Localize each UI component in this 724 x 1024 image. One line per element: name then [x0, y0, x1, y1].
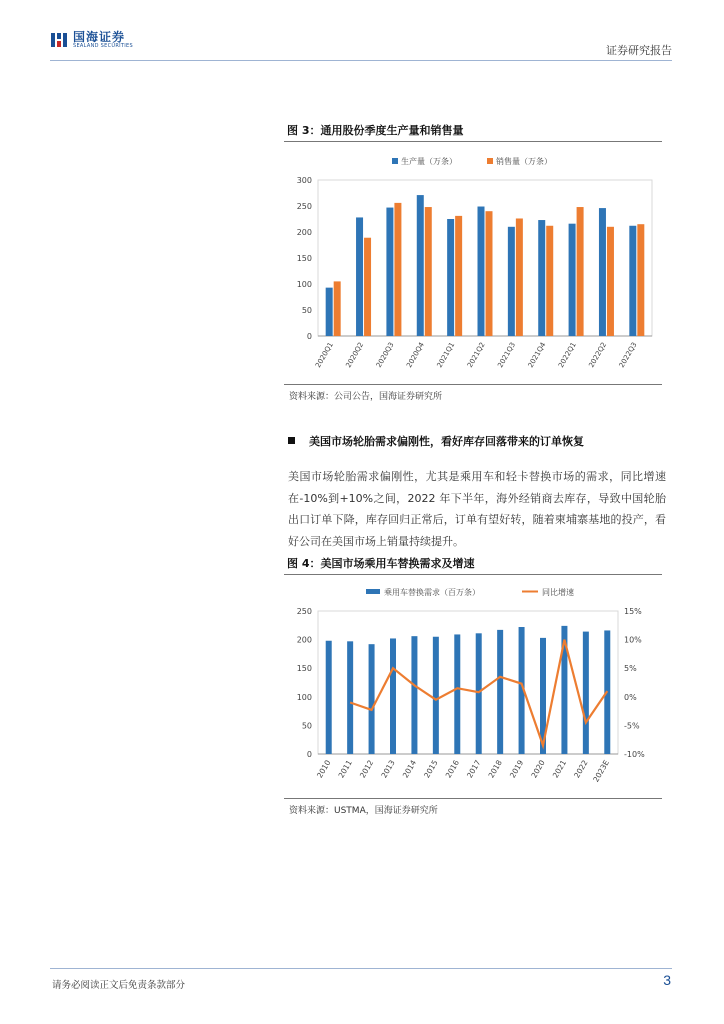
y-right-tick-label: 5%: [624, 664, 637, 674]
x-tick-label: 2021Q1: [435, 341, 457, 370]
header-divider: [50, 60, 672, 61]
bar: [476, 633, 482, 754]
y-left-tick-label: 50: [301, 721, 312, 731]
legend-swatch: [392, 158, 398, 164]
y-left-tick-label: 100: [296, 692, 312, 702]
y-left-tick-label: 200: [296, 635, 312, 645]
y-right-tick-label: 0%: [624, 692, 637, 702]
page-header: [0, 0, 724, 62]
figure-3-chart: [284, 145, 662, 383]
bar: [516, 218, 523, 336]
footer-disclaimer: 请务必阅读正文后免责条款部分: [52, 980, 186, 991]
x-tick-label: 2012: [357, 758, 376, 780]
plot-area: [318, 611, 618, 754]
bar: [364, 238, 371, 336]
legend-label: 生产量（万条）: [401, 157, 457, 166]
legend-label-bar: 乘用车替换需求（百万条）: [384, 588, 480, 597]
bar: [347, 641, 353, 754]
bar: [508, 227, 515, 336]
x-tick-label: 2023E: [591, 758, 612, 784]
x-tick-label: 2022Q2: [587, 341, 609, 370]
figure-4-bottom-rule: [284, 798, 662, 799]
bar: [583, 632, 589, 754]
logo-en-text: SEALAND SECURITIES: [73, 43, 133, 49]
bar: [411, 636, 417, 754]
y-tick-label: 300: [296, 176, 312, 185]
x-tick-label: 2021Q4: [526, 341, 548, 370]
legend-swatch-bar: [366, 589, 380, 594]
y-left-tick-label: 150: [296, 664, 312, 674]
bar: [425, 207, 432, 336]
bar: [538, 220, 545, 336]
report-type-label: 证券研究报告: [606, 44, 672, 57]
x-tick-label: 2017: [465, 758, 483, 780]
bar: [629, 226, 636, 336]
legend-label: 销售量（万条）: [496, 157, 552, 166]
bar: [356, 217, 363, 336]
bar: [390, 638, 396, 754]
bar: [334, 281, 341, 336]
bar: [394, 203, 401, 336]
bar: [447, 219, 454, 336]
bar: [386, 208, 393, 336]
bar: [607, 227, 614, 336]
bar: [486, 211, 493, 336]
figure-4-chart: [284, 578, 662, 796]
x-tick-label: 2020Q1: [314, 341, 335, 370]
bar: [637, 224, 644, 336]
x-tick-label: 2022: [572, 758, 590, 780]
x-tick-label: 2022Q3: [617, 341, 639, 370]
bar: [454, 634, 460, 754]
figure-3-bottom-rule: [284, 384, 662, 385]
body-paragraph: 美国市场轮胎需求偏刚性，尤其是乘用车和轻卡替换市场的需求，同比增速在-10%到+10%之间，2022 年下半年，海外经销商去库存，导致中国轮胎出口订单下降，库存回归正常后，订单有望好转，随着柬埔寨基地的投产，看好公司在美国市场上销量持续提升。: [288, 470, 666, 548]
x-tick-label: 2014: [400, 758, 419, 780]
legend-swatch: [487, 158, 493, 164]
bar: [455, 216, 462, 336]
bar: [546, 226, 553, 336]
y-right-tick-label: -10%: [624, 750, 645, 759]
bar: [478, 207, 485, 336]
x-tick-label: 2020: [529, 758, 547, 780]
x-tick-label: 2019: [507, 758, 526, 780]
figure-3-top-rule: [284, 141, 662, 142]
x-tick-label: 2016: [443, 758, 462, 780]
x-tick-label: 2015: [422, 758, 440, 780]
x-tick-label: 2020Q2: [344, 341, 366, 370]
figure-4-title: 图 4：美国市场乘用车替换需求及增速: [287, 557, 475, 570]
bar: [569, 224, 576, 336]
x-tick-label: 2022Q1: [557, 341, 578, 370]
x-tick-label: 2013: [379, 758, 397, 780]
bar: [369, 644, 375, 754]
y-left-tick-label: 250: [296, 607, 312, 616]
bar: [417, 195, 424, 336]
bar: [433, 637, 439, 754]
y-right-tick-label: -5%: [624, 721, 640, 731]
y-tick-label: 200: [296, 228, 312, 237]
x-tick-label: 2018: [486, 758, 504, 780]
x-tick-label: 2021: [550, 758, 569, 780]
logo-cn-text: 国海证券: [73, 30, 126, 44]
y-right-tick-label: 10%: [624, 635, 642, 645]
footer-divider: [50, 968, 672, 969]
bar: [497, 630, 503, 754]
y-tick-label: 150: [296, 254, 312, 263]
figure-3-title: 图 3：通用股份季度生产量和销售量: [287, 124, 464, 137]
x-tick-label: 2011: [336, 758, 354, 780]
section-heading-text: 美国市场轮胎需求偏刚性，看好库存回落带来的订单恢复: [309, 435, 584, 448]
y-tick-label: 50: [301, 306, 312, 315]
y-tick-label: 0: [306, 332, 312, 341]
bullet-square-icon: [288, 437, 295, 444]
company-logo: [50, 31, 133, 49]
section-heading: [288, 433, 584, 449]
x-tick-label: 2020Q4: [405, 341, 427, 370]
y-right-tick-label: 15%: [624, 607, 642, 616]
bar: [577, 207, 584, 336]
bar: [326, 288, 333, 336]
figure-4-source: 资料来源：USTMA，国海证券研究所: [289, 806, 438, 816]
logo-icon: [50, 31, 68, 49]
y-tick-label: 100: [296, 280, 312, 289]
page-number: 3: [663, 972, 671, 988]
bar: [326, 641, 332, 754]
y-tick-label: 250: [296, 202, 312, 211]
x-tick-label: 2010: [315, 758, 333, 780]
figure-3-source: 资料来源：公司公告，国海证券研究所: [289, 392, 443, 402]
legend-label-line: 同比增速: [542, 588, 574, 597]
figure-4-top-rule: [284, 574, 662, 575]
bar: [599, 208, 606, 336]
x-tick-label: 2021Q3: [496, 341, 518, 370]
y-left-tick-label: 0: [306, 750, 312, 759]
x-tick-label: 2020Q3: [374, 341, 396, 370]
x-tick-label: 2021Q2: [465, 341, 487, 370]
